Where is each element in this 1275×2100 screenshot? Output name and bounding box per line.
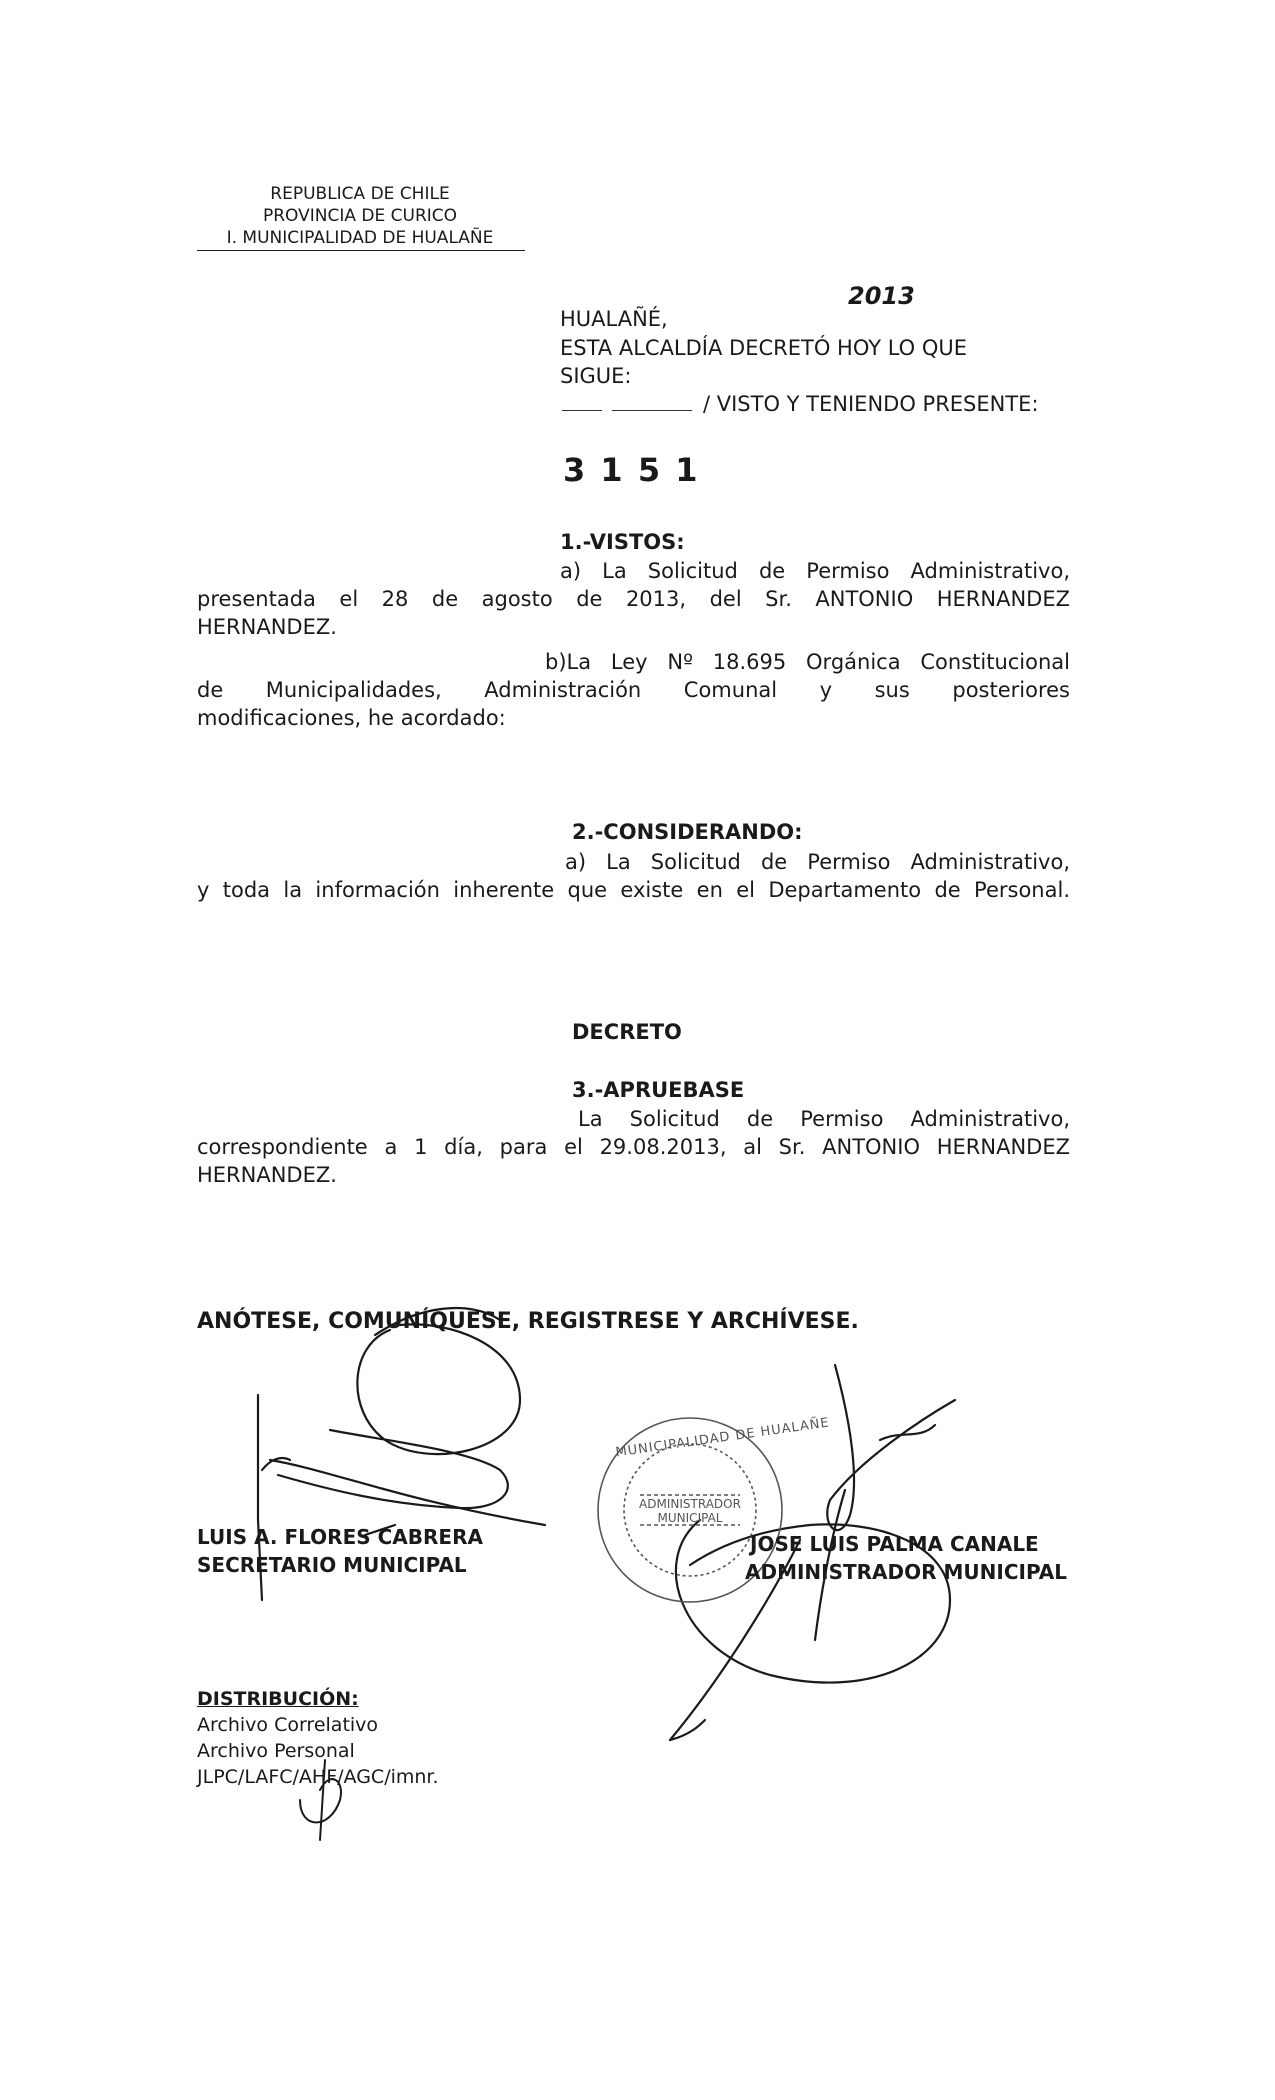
stamp-ring-text: MUNICIPALIDAD DE HUALAÑE bbox=[614, 1415, 831, 1461]
vistos-b-line-2: de Municipalidades, Administración Comunal y sus posteriores bbox=[197, 678, 1070, 702]
right-signatory-title: ADMINISTRADOR MUNICIPAL bbox=[745, 1560, 1067, 1584]
considerando-a-line-2: y toda la información inherente que existe en el Departamento de Personal. bbox=[197, 878, 1070, 902]
header-provincia: PROVINCIA DE CURICO bbox=[262, 206, 458, 226]
alcaldia-line-2: SIGUE: bbox=[560, 364, 632, 388]
header-republica: REPUBLICA DE CHILE bbox=[270, 184, 450, 204]
handwritten-date: 2013 bbox=[848, 282, 915, 310]
vistos-a-line-1: a) La Solicitud de Permiso Administrativo, bbox=[560, 559, 1070, 583]
vistos-b-line-3: modificaciones, he acordado: bbox=[197, 706, 506, 730]
visto-line: / VISTO Y TENIENDO PRESENTE: bbox=[703, 392, 1039, 416]
considerando-heading: 2.-CONSIDERANDO: bbox=[572, 820, 803, 844]
distribucion-item-1: Archivo Correlativo bbox=[197, 1714, 379, 1736]
vistos-a-line-3: HERNANDEZ. bbox=[197, 615, 337, 639]
vistos-b-line-1: b)La Ley Nº 18.695 Orgánica Constitucional bbox=[545, 650, 1070, 674]
blank-line-1 bbox=[562, 410, 602, 411]
place-label: HUALAÑÉ, bbox=[560, 307, 668, 331]
closing-formula: ANÓTESE, COMUNÍQUESE, REGISTRESE Y ARCHÍVESE. bbox=[197, 1309, 859, 1334]
blank-line-2 bbox=[612, 410, 692, 411]
right-signatory-name: JOSE LUIS PALMA CANALE bbox=[750, 1532, 1039, 1556]
vistos-a-line-2: presentada el 28 de agosto de 2013, del Sr. ANTONIO HERNANDEZ bbox=[197, 587, 1070, 611]
decree-number: 3 1 5 1 bbox=[563, 451, 700, 489]
vistos-heading: 1.-VISTOS: bbox=[560, 530, 685, 554]
stamp-center-line-2: MUNICIPAL bbox=[657, 1511, 723, 1525]
stamp-center-line-1: ADMINISTRADOR bbox=[639, 1497, 741, 1511]
apruebase-line-2: correspondiente a 1 día, para el 29.08.2013, al Sr. ANTONIO HERNANDEZ bbox=[197, 1135, 1070, 1159]
considerando-a-line-1: a) La Solicitud de Permiso Administrativo, bbox=[565, 850, 1070, 874]
apruebase-line-3: HERNANDEZ. bbox=[197, 1163, 337, 1187]
left-signatory-name: LUIS A. FLORES CABRERA bbox=[197, 1525, 483, 1549]
header-municipalidad: I. MUNICIPALIDAD DE HUALAÑE bbox=[226, 228, 494, 248]
apruebase-line-1: La Solicitud de Permiso Administrativo, bbox=[578, 1107, 1070, 1131]
header-underline bbox=[197, 250, 525, 251]
distribucion-item-2: Archivo Personal bbox=[197, 1740, 355, 1762]
distribucion-item-3: JLPC/LAFC/AHF/AGC/imnr. bbox=[197, 1766, 439, 1788]
alcaldia-line-1: ESTA ALCALDÍA DECRETÓ HOY LO QUE bbox=[560, 336, 968, 360]
decreto-heading: DECRETO bbox=[572, 1020, 682, 1044]
distribucion-heading: DISTRIBUCIÓN: bbox=[197, 1688, 359, 1710]
apruebase-heading: 3.-APRUEBASE bbox=[572, 1078, 745, 1102]
left-signatory-title: SECRETARIO MUNICIPAL bbox=[197, 1553, 467, 1577]
